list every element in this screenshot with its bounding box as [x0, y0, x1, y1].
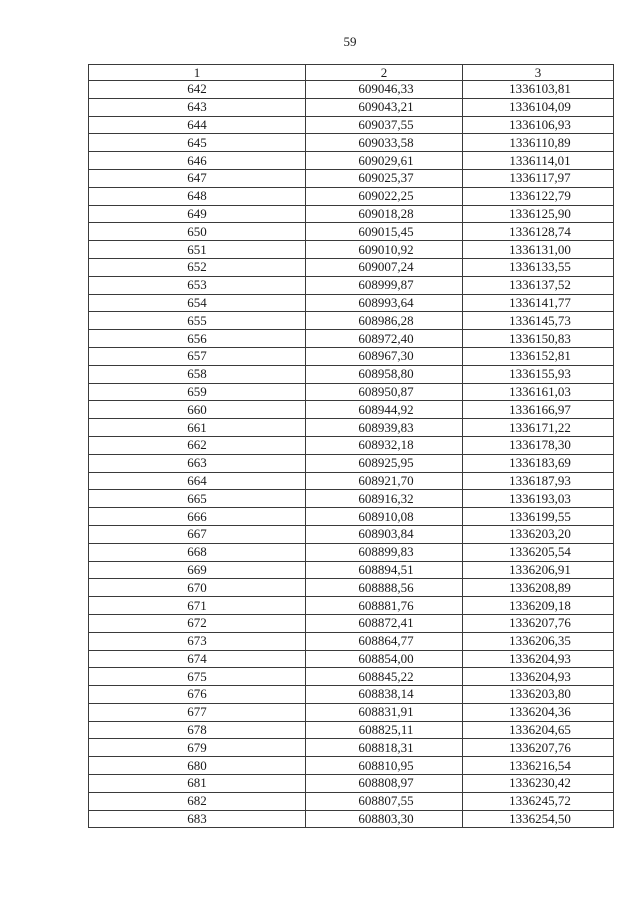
table-row [89, 579, 614, 597]
table-row [89, 116, 614, 134]
table-row [89, 276, 614, 294]
point-number-cell: 660 [89, 401, 306, 419]
table-row [89, 739, 614, 757]
table-row [89, 205, 614, 223]
point-number-cell: 676 [89, 686, 306, 704]
point-number-cell: 669 [89, 561, 306, 579]
y-coordinate-cell: 1336205,54 [463, 543, 614, 561]
point-number-cell: 680 [89, 757, 306, 775]
point-number-cell: 681 [89, 775, 306, 793]
x-coordinate-cell: 608958,80 [306, 365, 463, 383]
point-number-cell: 673 [89, 632, 306, 650]
x-coordinate-cell: 609037,55 [306, 116, 463, 134]
point-number-cell: 643 [89, 98, 306, 116]
x-coordinate-cell: 609029,61 [306, 152, 463, 170]
y-coordinate-cell: 1336209,18 [463, 597, 614, 615]
table-row [89, 98, 614, 116]
page-number: 59 [343, 34, 357, 49]
table-row [89, 597, 614, 615]
table-row [89, 312, 614, 330]
point-number-cell: 666 [89, 508, 306, 526]
y-coordinate-cell: 1336199,55 [463, 508, 614, 526]
table-row [89, 347, 614, 365]
point-number-cell: 664 [89, 472, 306, 490]
y-coordinate-cell: 1336128,74 [463, 223, 614, 241]
x-coordinate-cell: 608932,18 [306, 436, 463, 454]
x-coordinate-cell: 608894,51 [306, 561, 463, 579]
point-number-cell: 677 [89, 703, 306, 721]
x-coordinate-cell: 608944,92 [306, 401, 463, 419]
x-coordinate-cell: 609015,45 [306, 223, 463, 241]
point-number-cell: 672 [89, 614, 306, 632]
coordinates-table-container [88, 64, 613, 828]
column-header-2: 2 [306, 65, 463, 81]
y-coordinate-cell: 1336187,93 [463, 472, 614, 490]
table-row [89, 632, 614, 650]
y-coordinate-cell: 1336104,09 [463, 98, 614, 116]
y-coordinate-cell: 1336203,20 [463, 525, 614, 543]
x-coordinate-cell: 608808,97 [306, 775, 463, 793]
x-coordinate-cell: 608916,32 [306, 490, 463, 508]
column-header-3: 3 [463, 65, 614, 81]
y-coordinate-cell: 1336254,50 [463, 810, 614, 828]
table-row [89, 419, 614, 437]
x-coordinate-cell: 608903,84 [306, 525, 463, 543]
x-coordinate-cell: 608807,55 [306, 792, 463, 810]
x-coordinate-cell: 609022,25 [306, 187, 463, 205]
table-row [89, 330, 614, 348]
x-coordinate-cell: 608845,22 [306, 668, 463, 686]
y-coordinate-cell: 1336103,81 [463, 81, 614, 99]
point-number-cell: 648 [89, 187, 306, 205]
point-number-cell: 656 [89, 330, 306, 348]
x-coordinate-cell: 608999,87 [306, 276, 463, 294]
x-coordinate-cell: 609010,92 [306, 241, 463, 259]
x-coordinate-cell: 609033,58 [306, 134, 463, 152]
table-row [89, 650, 614, 668]
table-row [89, 472, 614, 490]
y-coordinate-cell: 1336106,93 [463, 116, 614, 134]
table-row [89, 525, 614, 543]
x-coordinate-cell: 608803,30 [306, 810, 463, 828]
table-row [89, 294, 614, 312]
y-coordinate-cell: 1336131,00 [463, 241, 614, 259]
x-coordinate-cell: 608854,00 [306, 650, 463, 668]
y-coordinate-cell: 1336206,91 [463, 561, 614, 579]
coordinates-table [88, 64, 614, 828]
y-coordinate-cell: 1336204,65 [463, 721, 614, 739]
point-number-cell: 662 [89, 436, 306, 454]
point-number-cell: 651 [89, 241, 306, 259]
point-number-cell: 644 [89, 116, 306, 134]
x-coordinate-cell: 608881,76 [306, 597, 463, 615]
y-coordinate-cell: 1336171,22 [463, 419, 614, 437]
point-number-cell: 670 [89, 579, 306, 597]
point-number-cell: 683 [89, 810, 306, 828]
table-row [89, 241, 614, 259]
x-coordinate-cell: 608921,70 [306, 472, 463, 490]
table-row [89, 383, 614, 401]
y-coordinate-cell: 1336230,42 [463, 775, 614, 793]
table-row [89, 721, 614, 739]
point-number-cell: 649 [89, 205, 306, 223]
y-coordinate-cell: 1336166,97 [463, 401, 614, 419]
y-coordinate-cell: 1336114,01 [463, 152, 614, 170]
table-row [89, 775, 614, 793]
table-row [89, 436, 614, 454]
table-body [89, 81, 614, 828]
table-row [89, 508, 614, 526]
y-coordinate-cell: 1336161,03 [463, 383, 614, 401]
point-number-cell: 654 [89, 294, 306, 312]
y-coordinate-cell: 1336141,77 [463, 294, 614, 312]
y-coordinate-cell: 1336145,73 [463, 312, 614, 330]
y-coordinate-cell: 1336117,97 [463, 169, 614, 187]
x-coordinate-cell: 608888,56 [306, 579, 463, 597]
x-coordinate-cell: 608872,41 [306, 614, 463, 632]
point-number-cell: 645 [89, 134, 306, 152]
point-number-cell: 658 [89, 365, 306, 383]
point-number-cell: 657 [89, 347, 306, 365]
y-coordinate-cell: 1336216,54 [463, 757, 614, 775]
table-row [89, 614, 614, 632]
table-row [89, 490, 614, 508]
point-number-cell: 675 [89, 668, 306, 686]
x-coordinate-cell: 609018,28 [306, 205, 463, 223]
table-header-row [89, 65, 614, 81]
x-coordinate-cell: 608939,83 [306, 419, 463, 437]
table-row [89, 365, 614, 383]
x-coordinate-cell: 608838,14 [306, 686, 463, 704]
y-coordinate-cell: 1336204,93 [463, 650, 614, 668]
y-coordinate-cell: 1336152,81 [463, 347, 614, 365]
y-coordinate-cell: 1336204,36 [463, 703, 614, 721]
point-number-cell: 671 [89, 597, 306, 615]
table-row [89, 757, 614, 775]
x-coordinate-cell: 609043,21 [306, 98, 463, 116]
y-coordinate-cell: 1336193,03 [463, 490, 614, 508]
point-number-cell: 647 [89, 169, 306, 187]
x-coordinate-cell: 608925,95 [306, 454, 463, 472]
y-coordinate-cell: 1336206,35 [463, 632, 614, 650]
point-number-cell: 668 [89, 543, 306, 561]
x-coordinate-cell: 609025,37 [306, 169, 463, 187]
y-coordinate-cell: 1336207,76 [463, 614, 614, 632]
x-coordinate-cell: 608910,08 [306, 508, 463, 526]
column-header-1: 1 [89, 65, 306, 81]
y-coordinate-cell: 1336122,79 [463, 187, 614, 205]
x-coordinate-cell: 608864,77 [306, 632, 463, 650]
y-coordinate-cell: 1336150,83 [463, 330, 614, 348]
x-coordinate-cell: 608810,95 [306, 757, 463, 775]
y-coordinate-cell: 1336155,93 [463, 365, 614, 383]
table-row [89, 686, 614, 704]
x-coordinate-cell: 608831,91 [306, 703, 463, 721]
point-number-cell: 655 [89, 312, 306, 330]
y-coordinate-cell: 1336204,93 [463, 668, 614, 686]
point-number-cell: 650 [89, 223, 306, 241]
point-number-cell: 674 [89, 650, 306, 668]
table-row [89, 152, 614, 170]
x-coordinate-cell: 608899,83 [306, 543, 463, 561]
x-coordinate-cell: 608986,28 [306, 312, 463, 330]
y-coordinate-cell: 1336110,89 [463, 134, 614, 152]
y-coordinate-cell: 1336207,76 [463, 739, 614, 757]
point-number-cell: 661 [89, 419, 306, 437]
x-coordinate-cell: 609007,24 [306, 258, 463, 276]
y-coordinate-cell: 1336203,80 [463, 686, 614, 704]
x-coordinate-cell: 608967,30 [306, 347, 463, 365]
table-row [89, 401, 614, 419]
y-coordinate-cell: 1336137,52 [463, 276, 614, 294]
point-number-cell: 667 [89, 525, 306, 543]
point-number-cell: 646 [89, 152, 306, 170]
y-coordinate-cell: 1336178,30 [463, 436, 614, 454]
point-number-cell: 682 [89, 792, 306, 810]
x-coordinate-cell: 608825,11 [306, 721, 463, 739]
table-row [89, 543, 614, 561]
table-row [89, 187, 614, 205]
table-row [89, 703, 614, 721]
table-row [89, 169, 614, 187]
x-coordinate-cell: 608950,87 [306, 383, 463, 401]
y-coordinate-cell: 1336208,89 [463, 579, 614, 597]
table-row [89, 810, 614, 828]
table-row [89, 668, 614, 686]
y-coordinate-cell: 1336183,69 [463, 454, 614, 472]
x-coordinate-cell: 608972,40 [306, 330, 463, 348]
table-row [89, 792, 614, 810]
x-coordinate-cell: 609046,33 [306, 81, 463, 99]
table-row [89, 81, 614, 99]
point-number-cell: 678 [89, 721, 306, 739]
x-coordinate-cell: 608993,64 [306, 294, 463, 312]
table-row [89, 258, 614, 276]
table-row [89, 134, 614, 152]
y-coordinate-cell: 1336125,90 [463, 205, 614, 223]
point-number-cell: 663 [89, 454, 306, 472]
table-row [89, 454, 614, 472]
point-number-cell: 652 [89, 258, 306, 276]
point-number-cell: 665 [89, 490, 306, 508]
table-row [89, 561, 614, 579]
y-coordinate-cell: 1336245,72 [463, 792, 614, 810]
point-number-cell: 659 [89, 383, 306, 401]
point-number-cell: 679 [89, 739, 306, 757]
point-number-cell: 642 [89, 81, 306, 99]
point-number-cell: 653 [89, 276, 306, 294]
x-coordinate-cell: 608818,31 [306, 739, 463, 757]
y-coordinate-cell: 1336133,55 [463, 258, 614, 276]
table-row [89, 223, 614, 241]
